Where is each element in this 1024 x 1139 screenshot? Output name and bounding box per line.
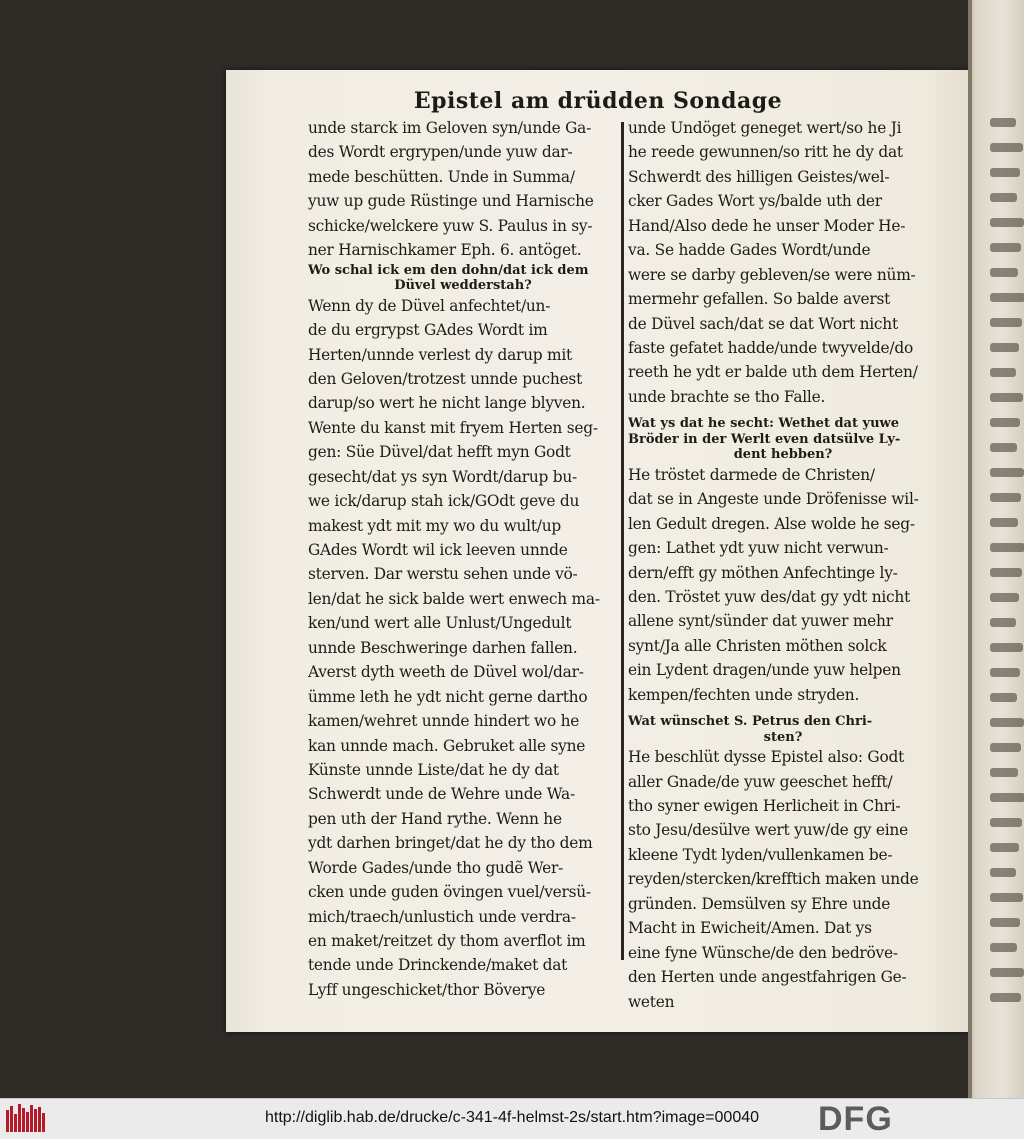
text-line: he reede gewunnen/so ritt he dy dat bbox=[628, 143, 903, 162]
text-line: en maket/reitzet dy thom averflot im bbox=[308, 932, 586, 950]
adjacent-text-fragment bbox=[990, 618, 1016, 627]
text-line: mich/traech/unlustich unde verdra- bbox=[308, 907, 576, 926]
adjacent-text-fragment bbox=[990, 343, 1019, 352]
text-line: cker Gades Wort ys/balde uth der bbox=[628, 192, 882, 211]
text-line: unde Undöget geneget wert/so he Ji bbox=[628, 119, 902, 137]
text-line: were se darby gebleven/se were nüm- bbox=[628, 265, 916, 284]
adjacent-text-fragment bbox=[990, 243, 1021, 252]
text-line: Herten/unnde verlest dy darup mit bbox=[308, 345, 572, 364]
text-line: He tröstet darmede de Christen/ bbox=[628, 465, 875, 484]
adjacent-text-fragment bbox=[990, 643, 1023, 652]
text-line: mermehr gefallen. So balde averst bbox=[628, 290, 891, 309]
text-line: Schwerdt unde de Wehre unde Wa- bbox=[308, 785, 575, 804]
text-line: gründen. Demsülven sy Ehre unde bbox=[628, 894, 891, 913]
text-line: makest ydt mit my wo du wult/up bbox=[308, 516, 561, 535]
text-line: de du ergrypst GAdes Wordt im bbox=[308, 321, 548, 340]
adjacent-text-fragment bbox=[990, 368, 1016, 377]
text-line: Hand/Also dede he unser Moder He- bbox=[628, 216, 906, 235]
text-line: pen uth der Hand rythe. Wenn he bbox=[308, 809, 562, 828]
text-line: den Herten unde angestfahrigen Ge- bbox=[628, 968, 907, 987]
text-line: ner Harnischkamer Eph. 6. antöget. bbox=[308, 241, 582, 260]
text-line: sterven. Dar werstu sehen unde vö- bbox=[308, 565, 578, 584]
adjacent-text-fragment bbox=[990, 868, 1016, 877]
text-line: eine fyne Wünsche/de den bedröve- bbox=[628, 943, 898, 962]
question-heading: Düvel wedderstah? bbox=[394, 278, 532, 294]
text-line: kempen/fechten unde stryden. bbox=[628, 685, 860, 704]
adjacent-text-fragment bbox=[990, 143, 1023, 152]
text-line: ümme leth he ydt nicht gerne dartho bbox=[308, 687, 588, 706]
text-line: va. Se hadde Gades Wordt/unde bbox=[628, 241, 871, 260]
adjacent-text-fragment bbox=[990, 393, 1023, 402]
text-line: cken unde guden övingen vuel/versü- bbox=[308, 883, 591, 902]
adjacent-text-fragment bbox=[990, 793, 1024, 802]
text-line: darup/so wert he nicht lange blyven. bbox=[308, 394, 586, 413]
adjacent-text-fragment bbox=[990, 318, 1022, 327]
text-line: ydt darhen bringet/dat he dy tho dem bbox=[308, 834, 593, 853]
text-line: kleene Tydt lyden/vullenkamen be- bbox=[628, 845, 893, 864]
text-line: kamen/wehret unnde hindert wo he bbox=[308, 712, 580, 731]
spacer bbox=[628, 409, 938, 416]
text-line: synt/Ja alle Christen möthen solck bbox=[628, 636, 887, 655]
adjacent-text-fragment bbox=[990, 943, 1017, 952]
text-line: GAdes Wordt wil ick leeven unnde bbox=[308, 541, 568, 559]
text-line: de Düvel sach/dat se dat Wort nicht bbox=[628, 314, 898, 333]
text-line: Schwerdt des hilligen Geistes/wel- bbox=[628, 167, 890, 186]
question-heading: sten? bbox=[763, 729, 803, 745]
adjacent-text-fragment bbox=[990, 268, 1018, 277]
text-line: len/dat he sick balde wert enwech ma- bbox=[308, 589, 600, 608]
text-line: unde starck im Geloven syn/unde Ga- bbox=[308, 119, 592, 137]
footer-url[interactable]: http://diglib.hab.de/drucke/c-341-4f-helmst-2s/start.htm?image=00040 bbox=[264, 1109, 760, 1126]
adjacent-text-fragment bbox=[990, 468, 1024, 477]
text-line: Averst dyth weeth de Düvel wol/dar- bbox=[308, 663, 584, 682]
text-line: sto Jesu/desülve wert yuw/de gy eine bbox=[628, 821, 908, 840]
text-line: unde brachte se tho Falle. bbox=[628, 387, 826, 406]
text-line: Wente du kanst mit fryem Herten seg- bbox=[308, 418, 598, 437]
text-line: len Gedult dregen. Alse wolde he seg- bbox=[628, 514, 915, 533]
text-line: Wenn dy de Düvel anfechtet/un- bbox=[308, 296, 551, 315]
text-line: aller Gnade/de yuw geeschet hefft/ bbox=[628, 772, 893, 791]
text-line: gen: Süe Düvel/dat hefft myn Godt bbox=[308, 443, 571, 462]
text-line: ein Lydent dragen/unde yuw helpen bbox=[628, 661, 901, 680]
text-line: He beschlüt dysse Epistel also: Godt bbox=[628, 748, 905, 767]
adjacent-text-fragment bbox=[990, 118, 1016, 127]
adjacent-text-fragment bbox=[990, 543, 1024, 552]
text-line: Macht in Ewicheit/Amen. Dat ys bbox=[628, 919, 872, 938]
text-line: tho syner ewigen Herlicheit in Chri- bbox=[628, 797, 901, 815]
question-heading: Bröder in der Werlt even datsülve Ly- bbox=[628, 431, 901, 447]
dfg-logo[interactable]: DFG bbox=[818, 1100, 893, 1138]
text-line: yuw up gude Rüstinge und Harnische bbox=[308, 192, 594, 211]
adjacent-text-fragment bbox=[990, 968, 1024, 977]
text-line: Künste unnde Liste/dat he dy dat bbox=[308, 760, 559, 779]
text-line: gesecht/dat ys syn Wordt/darup bu- bbox=[308, 467, 577, 486]
scanned-page bbox=[226, 70, 970, 1032]
text-line: tende unde Drinckende/maket dat bbox=[308, 956, 568, 975]
question-heading: dent hebben? bbox=[733, 447, 833, 463]
adjacent-text-fragment bbox=[990, 193, 1017, 202]
adjacent-text-fragment bbox=[990, 768, 1018, 777]
footer-bar bbox=[0, 1098, 1024, 1139]
text-line: ken/und wert alle Unlust/Ungedult bbox=[308, 614, 572, 633]
adjacent-page-edge bbox=[968, 0, 1024, 1098]
text-line: weten bbox=[628, 992, 675, 1011]
adjacent-text-fragment bbox=[990, 518, 1018, 527]
adjacent-text-fragment bbox=[990, 893, 1023, 902]
adjacent-text-fragment bbox=[990, 418, 1020, 427]
text-line: allene synt/sünder dat yuwer mehr bbox=[628, 612, 893, 631]
page-header: Epistel am drüdden Sondage bbox=[413, 88, 783, 114]
column-rule bbox=[621, 122, 624, 960]
text-line: kan unnde mach. Gebruket alle syne bbox=[308, 736, 586, 755]
text-line: des Wordt ergrypen/unde yuw dar- bbox=[308, 143, 573, 162]
text-line: reyden/stercken/krefftich maken unde bbox=[628, 870, 919, 889]
question-heading: Wat wünschet S. Petrus den Chri- bbox=[628, 714, 873, 730]
question-heading: Wo schal ick em den dohn/dat ick dem bbox=[308, 262, 589, 278]
spacer bbox=[628, 707, 938, 714]
adjacent-text-fragment bbox=[990, 293, 1024, 302]
text-line: gen: Lathet ydt yuw nicht verwun- bbox=[628, 539, 889, 558]
adjacent-text-fragment bbox=[990, 568, 1022, 577]
adjacent-text-fragment bbox=[990, 743, 1021, 752]
adjacent-text-fragment bbox=[990, 818, 1022, 827]
adjacent-text-fragment bbox=[990, 918, 1020, 927]
text-line: Lyff ungeschicket/thor Böverye bbox=[308, 980, 546, 999]
question-heading: Wat ys dat he secht: Wethet dat yuwe bbox=[628, 416, 899, 432]
text-line: dat se in Angeste unde Dröfenisse wil- bbox=[628, 490, 919, 509]
adjacent-text-fragment bbox=[990, 993, 1021, 1002]
text-line: den. Tröstet yuw des/dat gy ydt nicht bbox=[628, 587, 910, 606]
text-line: schicke/welckere yuw S. Paulus in sy- bbox=[308, 216, 593, 235]
page-gutter bbox=[968, 0, 972, 1098]
text-line: dern/efft gy möthen Anfechtinge ly- bbox=[628, 563, 898, 582]
left-column bbox=[308, 116, 618, 1002]
text-line: den Geloven/trotzest unnde puchest bbox=[308, 369, 583, 388]
text-line: Worde Gades/unde tho gudẽ Wer- bbox=[308, 858, 564, 877]
adjacent-text-fragment bbox=[990, 493, 1021, 502]
text-line: faste gefatet hadde/unde twyvelde/do bbox=[628, 338, 913, 357]
adjacent-text-fragment bbox=[990, 843, 1019, 852]
adjacent-text-fragment bbox=[990, 693, 1017, 702]
adjacent-text-fragment bbox=[990, 218, 1024, 227]
adjacent-text-fragment bbox=[990, 593, 1019, 602]
right-column bbox=[628, 116, 938, 1014]
text-line: mede beschütten. Unde in Summa/ bbox=[308, 167, 575, 186]
adjacent-text-fragment bbox=[990, 443, 1017, 452]
adjacent-text-fragment bbox=[990, 668, 1020, 677]
adjacent-text-fragment bbox=[990, 168, 1020, 177]
text-line: reeth he ydt er balde uth dem Herten/ bbox=[628, 363, 918, 382]
text-line: we ick/darup stah ick/GOdt geve du bbox=[308, 492, 580, 511]
adjacent-text-fragment bbox=[990, 718, 1024, 727]
text-line: unnde Beschweringe darhen fallen. bbox=[308, 638, 578, 657]
